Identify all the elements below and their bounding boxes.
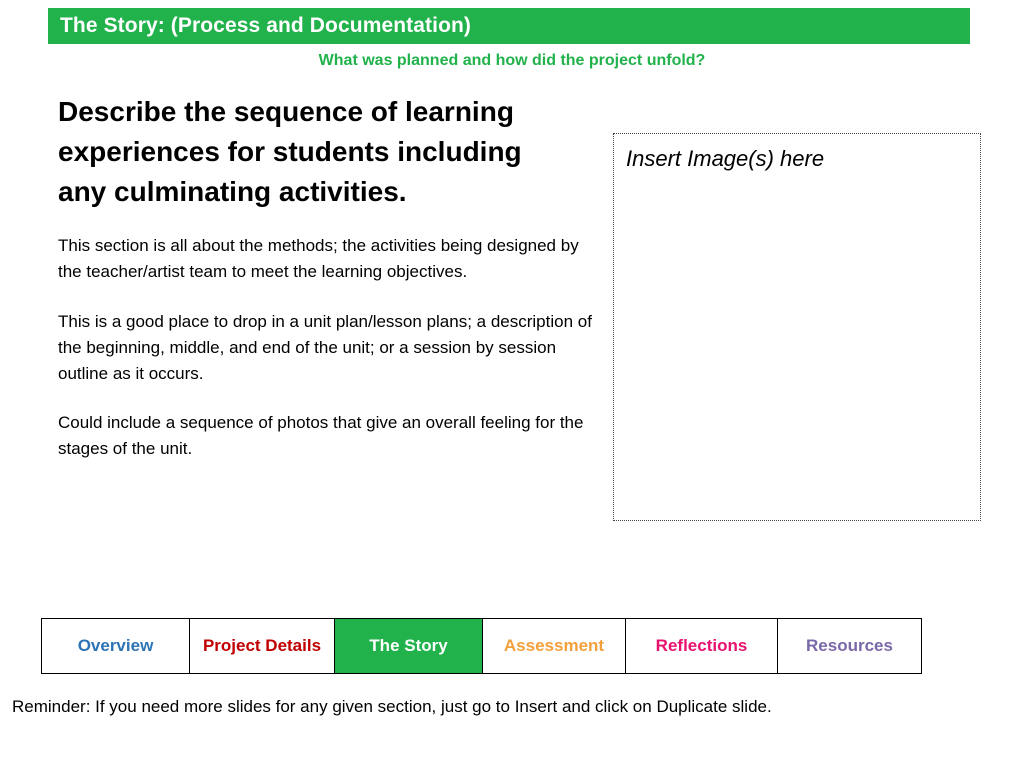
nav-item-overview[interactable]: Overview — [42, 619, 190, 673]
image-placeholder-box[interactable] — [613, 133, 981, 521]
content-headline: Describe the sequence of learning experiences for students including any culminating activities. — [58, 96, 522, 207]
nav-item-assessment[interactable]: Assessment — [483, 619, 626, 673]
content-column — [58, 92, 598, 462]
content-paragraph-3: Could include a sequence of photos that give an overall feeling for the stages of the unit. — [58, 413, 584, 459]
nav-item-the-story[interactable]: The Story — [335, 619, 483, 673]
footer-reminder: Reminder: If you need more slides for any given section, just go to Insert and click on Duplicate slide. — [12, 697, 772, 716]
nav-item-project-details[interactable]: Project Details — [190, 619, 335, 673]
page-title: The Story: (Process and Documentation) — [60, 14, 472, 37]
content-paragraph-1: This section is all about the methods; the activities being designed by the teacher/artist team to meet the learning objectives. — [58, 236, 579, 282]
slide-title-bar — [48, 8, 970, 44]
content-paragraph-2: This is a good place to drop in a unit plan/lesson plans; a description of the beginning, middle, and end of the unit; or a session by session outline as it occurs. — [58, 311, 592, 383]
section-nav — [41, 618, 922, 674]
nav-item-resources[interactable]: Resources — [806, 636, 893, 656]
nav-item-reflections[interactable]: Reflections — [626, 619, 778, 673]
slide-subtitle: What was planned and how did the project unfold? — [318, 52, 706, 69]
image-placeholder-label: Insert Image(s) here — [626, 146, 825, 171]
